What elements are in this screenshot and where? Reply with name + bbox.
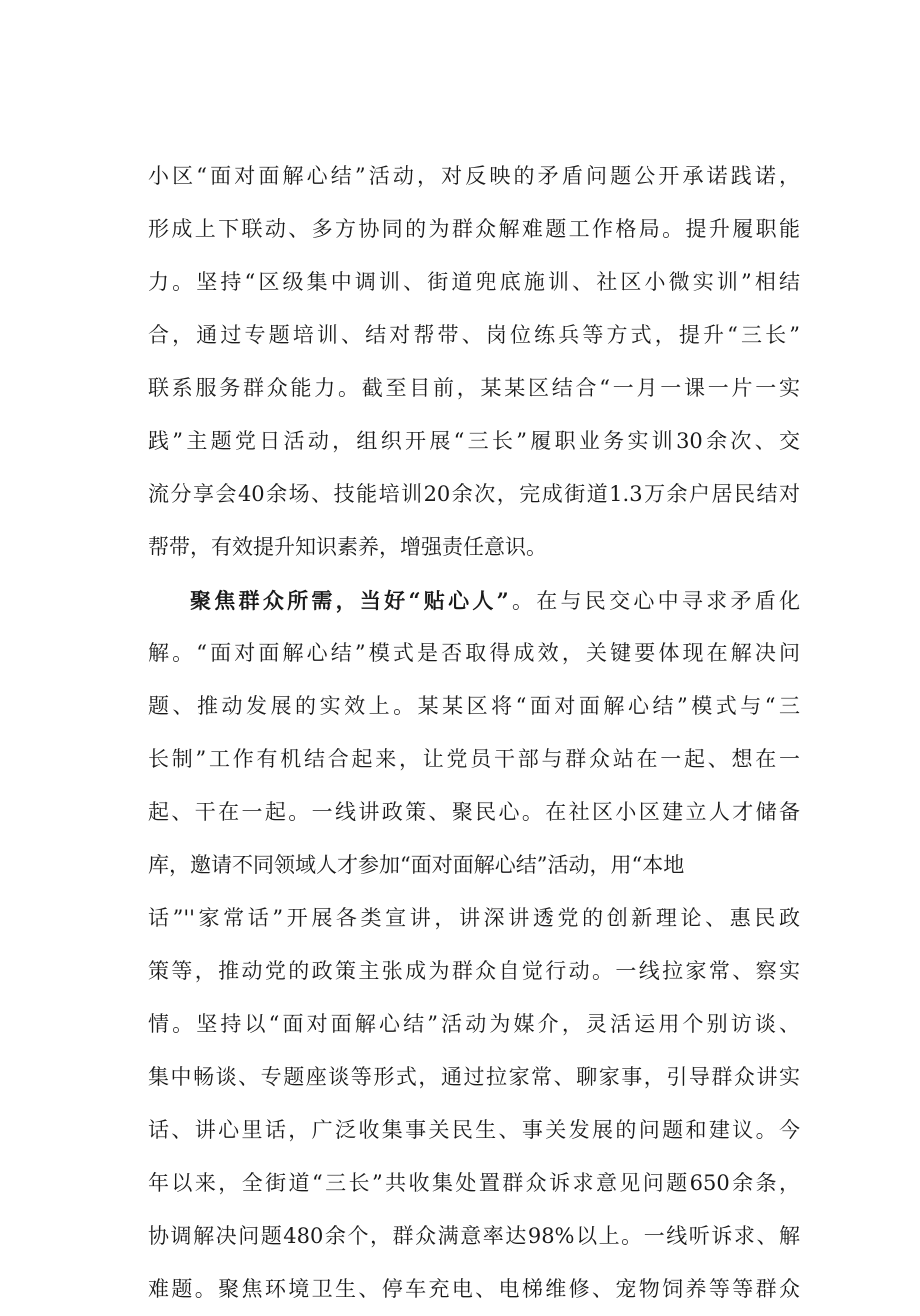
- paragraph-line: 形成上下联动、多方协同的为群众解难题工作格局。提升履职能: [148, 217, 800, 241]
- paragraph-line: 集中畅谈、专题座谈等形式，通过拉家常、聊家事，引导群众讲实: [148, 1065, 800, 1089]
- paragraph-line: 小区“面对面解心结”活动，对反映的矛盾问题公开承诺践诺，: [148, 164, 800, 188]
- paragraph-line: 难题。聚焦环境卫生、停车充电、电梯维修、宠物饲养等等群众: [148, 1277, 800, 1301]
- paragraph-1: [148, 150, 800, 574]
- paragraph-line: 情。坚持以“面对面解心结”活动为媒介，灵活运用个别访谈、: [148, 1012, 800, 1036]
- paragraph-line: 起、干在一起。一线讲政策、聚民心。在社区小区建立人才储备: [148, 800, 800, 824]
- paragraph-2: [148, 574, 800, 1316]
- paragraph-line: 合，通过专题培训、结对帮带、岗位练兵等方式，提升“三长”: [148, 323, 800, 347]
- paragraph-line: 流分享会40余场、技能培训20余次，完成街道1.3万余户居民结对: [148, 482, 800, 506]
- paragraph-line: 策等，推动党的政策主张成为群众自觉行动。一线拉家常、察实: [148, 959, 800, 983]
- paragraph-line: 年以来，全街道“三长”共收集处置群众诉求意见问题650余条，: [148, 1171, 800, 1195]
- paragraph-line: 联系服务群众能力。截至目前，某某区结合“一月一课一片一实: [148, 376, 800, 400]
- paragraph-line: 长制”工作有机结合起来，让党员干部与群众站在一起、想在一: [148, 747, 800, 771]
- paragraph-line: 帮带，有效提升知识素养，增强责任意识。: [148, 535, 547, 559]
- paragraph-line: 协调解决问题480余个，群众满意率达98%以上。一线听诉求、解: [148, 1224, 800, 1248]
- paragraph-line: 题、推动发展的实效上。某某区将“面对面解心结”模式与“三: [148, 694, 800, 718]
- paragraph-line: 力。坚持“区级集中调训、街道兜底施训、社区小微实训”相结: [148, 270, 800, 294]
- paragraph-line: 话、讲心里话，广泛收集事关民生、事关发展的问题和建议。今: [148, 1118, 800, 1142]
- section-heading: 聚焦群众所需，当好“贴心人”: [190, 588, 509, 613]
- paragraph-first-line: [148, 574, 800, 627]
- paragraph-line: 践”主题党日活动，组织开展“三长”履职业务实训30余次、交: [148, 429, 800, 453]
- paragraph-line: 库，邀请不同领域人才参加“面对面解心结”活动，用“本地: [148, 853, 685, 877]
- paragraph-line: 解。“面对面解心结”模式是否取得成效，关键要体现在解决问: [148, 641, 800, 665]
- document-body: [148, 150, 800, 1316]
- paragraph-line: 话”''家常话”开展各类宣讲，讲深讲透党的创新理论、惠民政: [148, 906, 800, 930]
- heading-continuation: 。在与民交心中寻求矛盾化: [508, 589, 800, 613]
